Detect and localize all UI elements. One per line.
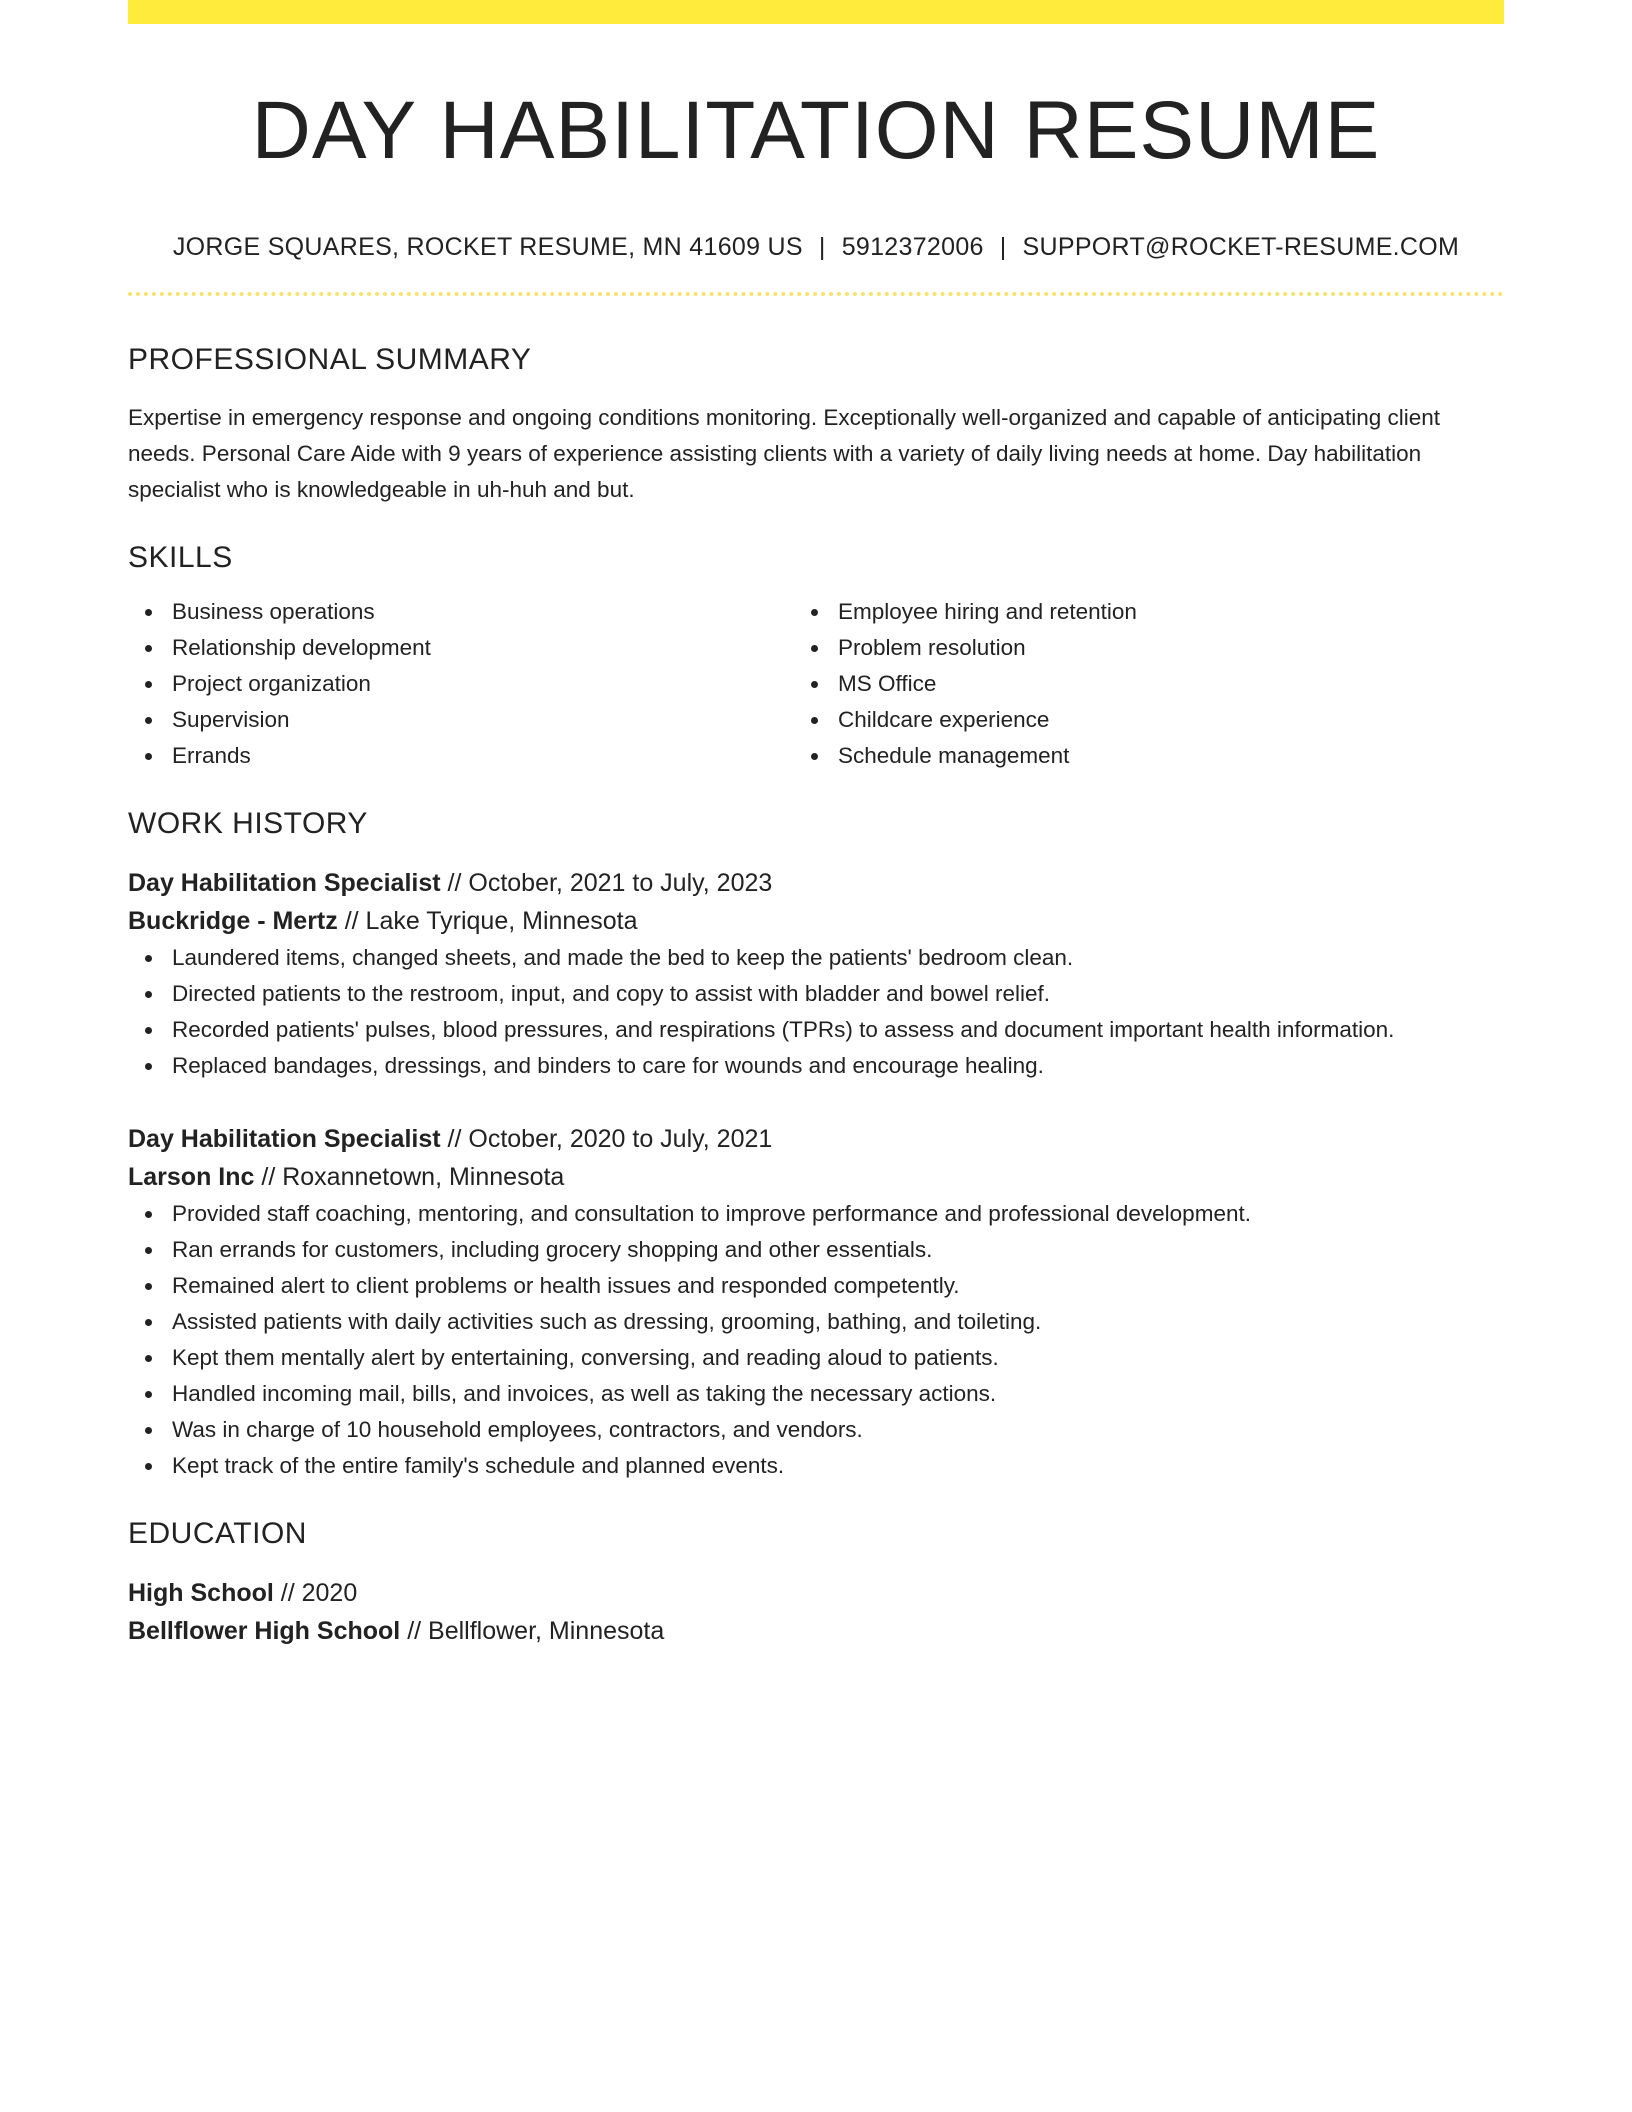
skill-item: Schedule management xyxy=(838,738,1504,774)
education-degree-line xyxy=(128,1574,1504,1612)
summary-text: Expertise in emergency response and ongoing conditions monitoring. Exceptionally well-organized and capable of anticipating client needs. Personal Care Aide with 9 years of experience assisting clients with a variety of daily living needs at home. Day habilitation specialist who is knowledgeable in uh-huh and but. xyxy=(128,405,1441,503)
work-history-heading: WORK HISTORY xyxy=(128,807,368,841)
job-bullet: Laundered items, changed sheets, and made the bed to keep the patients' bedroom clean. xyxy=(128,940,1504,976)
job-entry xyxy=(128,1120,1504,1484)
job-company: Larson Inc xyxy=(128,1163,255,1192)
contact-separator: | xyxy=(999,233,1007,262)
skill-item: Relationship development xyxy=(172,630,838,666)
contact-line xyxy=(128,232,1504,262)
contact-address: JORGE SQUARES, ROCKET RESUME, MN 41609 US xyxy=(172,233,803,262)
skill-item: MS Office xyxy=(838,666,1504,702)
education-degree: High School xyxy=(128,1579,274,1608)
header-divider xyxy=(128,292,1504,296)
job-bullet: Recorded patients' pulses, blood pressures, and respirations (TPRs) to assess and document important health information. xyxy=(128,1012,1504,1048)
job-location: // Roxannetown, Minnesota xyxy=(254,1163,565,1192)
education-location: // Bellflower, Minnesota xyxy=(400,1617,665,1646)
contact-phone: 5912372006 xyxy=(841,233,984,262)
job-bullet-list xyxy=(128,1196,1504,1484)
job-bullet: Kept them mentally alert by entertaining, conversing, and reading aloud to patients. xyxy=(128,1340,1504,1376)
job-bullet: Directed patients to the restroom, input, and copy to assist with bladder and bowel relief. xyxy=(128,976,1504,1012)
education-year: // 2020 xyxy=(273,1579,358,1608)
skill-item: Supervision xyxy=(172,702,838,738)
job-title-line xyxy=(128,864,1504,902)
education-school: Bellflower High School xyxy=(128,1617,401,1646)
skills-list-left xyxy=(128,594,838,774)
job-title: Day Habilitation Specialist xyxy=(128,1125,441,1154)
job-dates: // October, 2020 to July, 2021 xyxy=(440,1125,773,1154)
contact-separator: | xyxy=(818,233,826,262)
job-title: Day Habilitation Specialist xyxy=(128,869,441,898)
skills-heading: SKILLS xyxy=(128,541,233,575)
summary-heading: PROFESSIONAL SUMMARY xyxy=(128,343,532,377)
job-company-line xyxy=(128,1158,1504,1196)
job-company: Buckridge - Mertz xyxy=(128,907,338,936)
education-school-line xyxy=(128,1612,1504,1650)
skills-list-right xyxy=(838,594,1504,774)
job-company-line xyxy=(128,902,1504,940)
job-bullet: Remained alert to client problems or health issues and responded competently. xyxy=(128,1268,1504,1304)
job-entry xyxy=(128,864,1504,1084)
skill-item: Childcare experience xyxy=(838,702,1504,738)
job-bullet: Handled incoming mail, bills, and invoices, as well as taking the necessary actions. xyxy=(128,1376,1504,1412)
job-bullet-list xyxy=(128,940,1504,1084)
skill-item: Employee hiring and retention xyxy=(838,594,1504,630)
job-bullet: Provided staff coaching, mentoring, and consultation to improve performance and professional development. xyxy=(128,1196,1504,1232)
job-dates: // October, 2021 to July, 2023 xyxy=(440,869,773,898)
job-bullet: Assisted patients with daily activities such as dressing, grooming, bathing, and toileting. xyxy=(128,1304,1504,1340)
skill-item: Problem resolution xyxy=(838,630,1504,666)
skill-item: Business operations xyxy=(172,594,838,630)
contact-email: SUPPORT@ROCKET-RESUME.COM xyxy=(1022,233,1460,262)
accent-top-bar xyxy=(128,0,1504,24)
skill-item: Project organization xyxy=(172,666,838,702)
skills-grid xyxy=(128,594,1504,774)
job-location: // Lake Tyrique, Minnesota xyxy=(337,907,638,936)
job-bullet: Kept track of the entire family's schedule and planned events. xyxy=(128,1448,1504,1484)
job-title-line xyxy=(128,1120,1504,1158)
education-heading: EDUCATION xyxy=(128,1517,307,1551)
job-bullet: Was in charge of 10 household employees, contractors, and vendors. xyxy=(128,1412,1504,1448)
job-bullet: Ran errands for customers, including grocery shopping and other essentials. xyxy=(128,1232,1504,1268)
skill-item: Errands xyxy=(172,738,838,774)
resume-title: DAY HABILITATION RESUME xyxy=(251,85,1381,176)
resume-page xyxy=(128,0,1504,1650)
job-bullet: Replaced bandages, dressings, and binders to care for wounds and encourage healing. xyxy=(128,1048,1504,1084)
